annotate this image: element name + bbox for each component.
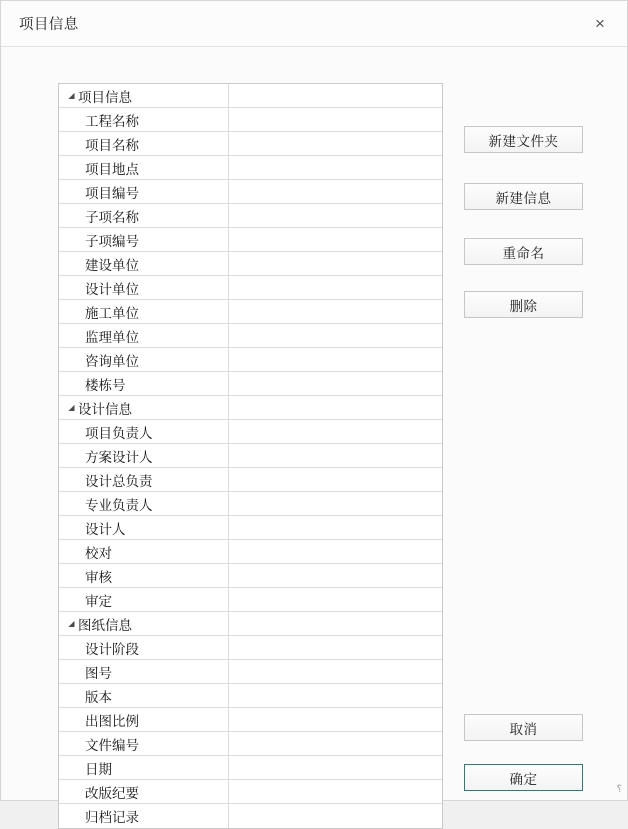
tree-item-label-cell [59, 516, 229, 539]
tree-item-value-cell[interactable] [229, 156, 442, 179]
tree-item-label-cell [59, 228, 229, 251]
tree-item-row[interactable] [59, 228, 442, 252]
tree-item-label: 专业负责人 [85, 497, 153, 513]
tree-item-row[interactable] [59, 276, 442, 300]
tree-item-label: 设计总负责 [85, 473, 153, 489]
tree-item-label-cell [59, 420, 229, 443]
tree-item-value-cell[interactable] [229, 756, 442, 779]
dialog-body [1, 47, 627, 825]
tree-item-label: 日期 [85, 761, 112, 777]
tree-item-label: 设计阶段 [85, 641, 139, 657]
tree-item-row[interactable] [59, 804, 442, 828]
tree-item-row[interactable] [59, 420, 442, 444]
tree-item-label-cell [59, 156, 229, 179]
tree-group-label-cell [59, 612, 229, 635]
tree-item-value-cell[interactable] [229, 636, 442, 659]
tree-group-row[interactable] [59, 612, 442, 636]
tree-item-label-cell [59, 660, 229, 683]
tree-item-label-cell [59, 348, 229, 371]
tree-item-row[interactable] [59, 180, 442, 204]
tree-item-row[interactable] [59, 348, 442, 372]
tree-item-value-cell[interactable] [229, 708, 442, 731]
close-icon[interactable]: × [595, 14, 605, 33]
tree-group-row[interactable] [59, 396, 442, 420]
new-folder-button[interactable]: 新建文件夹 [464, 126, 583, 153]
tree-item-label: 咨询单位 [85, 353, 139, 369]
tree-item-value-cell[interactable] [229, 420, 442, 443]
tree-item-label: 设计单位 [85, 281, 139, 297]
tree-item-row[interactable] [59, 324, 442, 348]
tree-item-label: 设计人 [85, 521, 126, 537]
tree-group-value-cell[interactable] [229, 396, 442, 419]
tree-item-label-cell [59, 732, 229, 755]
tree-item-label: 楼栋号 [85, 377, 126, 393]
tree-item-label-cell [59, 564, 229, 587]
tree-group-value-cell[interactable] [229, 84, 442, 107]
tree-item-value-cell[interactable] [229, 780, 442, 803]
tree-item-row[interactable] [59, 372, 442, 396]
tree-item-row[interactable] [59, 564, 442, 588]
tree-item-row[interactable] [59, 204, 442, 228]
tree-item-value-cell[interactable] [229, 132, 442, 155]
tree-item-row[interactable] [59, 756, 442, 780]
tree-item-label: 项目负责人 [85, 425, 153, 441]
tree-item-label: 图号 [85, 665, 112, 681]
tree-item-row[interactable] [59, 516, 442, 540]
tree-group-label-cell [59, 396, 229, 419]
cancel-button[interactable]: 取消 [464, 714, 583, 741]
resize-grip-icon[interactable]: ⸮ [616, 784, 622, 795]
rename-button[interactable]: 重命名 [464, 238, 583, 265]
tree-item-value-cell[interactable] [229, 684, 442, 707]
tree-item-label-cell [59, 204, 229, 227]
tree-item-label-cell [59, 540, 229, 563]
tree-item-label: 建设单位 [85, 257, 139, 273]
tree-item-value-cell[interactable] [229, 204, 442, 227]
tree-item-label: 改版纪要 [85, 785, 139, 801]
expander-triangle-icon[interactable]: ◢ [68, 402, 75, 412]
tree-item-value-cell[interactable] [229, 468, 442, 491]
tree-item-value-cell[interactable] [229, 492, 442, 515]
tree-item-label-cell [59, 324, 229, 347]
tree-item-row[interactable] [59, 444, 442, 468]
tree-group-value-cell[interactable] [229, 612, 442, 635]
tree-item-value-cell[interactable] [229, 372, 442, 395]
tree-item-label-cell [59, 804, 229, 828]
tree-group-label: 项目信息 [78, 89, 132, 105]
tree-item-label-cell [59, 132, 229, 155]
tree-item-label: 审核 [85, 569, 112, 585]
tree-item-row[interactable] [59, 492, 442, 516]
tree-item-value-cell[interactable] [229, 516, 442, 539]
tree-item-label-cell [59, 300, 229, 323]
new-info-button[interactable]: 新建信息 [464, 183, 583, 210]
tree-item-value-cell[interactable] [229, 660, 442, 683]
expander-triangle-icon[interactable]: ◢ [68, 90, 75, 100]
tree-item-label: 项目编号 [85, 185, 139, 201]
tree-item-label-cell [59, 444, 229, 467]
dialog-titlebar [1, 1, 627, 47]
tree-item-label: 版本 [85, 689, 112, 705]
tree-item-label-cell [59, 276, 229, 299]
tree-item-row[interactable] [59, 732, 442, 756]
tree-item-row[interactable] [59, 300, 442, 324]
tree-item-row[interactable] [59, 684, 442, 708]
tree-item-label: 方案设计人 [85, 449, 153, 465]
page-title: 项目信息 [19, 17, 79, 33]
tree-item-value-cell[interactable] [229, 252, 442, 275]
tree-item-row[interactable] [59, 636, 442, 660]
tree-item-label-cell [59, 684, 229, 707]
tree-item-label-cell [59, 708, 229, 731]
tree-item-label: 归档记录 [85, 810, 139, 825]
tree-item-value-cell[interactable] [229, 276, 442, 299]
tree-item-label: 审定 [85, 593, 112, 609]
tree-item-value-cell[interactable] [229, 804, 442, 828]
tree-item-row[interactable] [59, 660, 442, 684]
project-info-tree-grid[interactable] [58, 83, 443, 829]
tree-item-label-cell [59, 180, 229, 203]
tree-group-label-cell [59, 84, 229, 107]
tree-item-row[interactable] [59, 156, 442, 180]
tree-item-label-cell [59, 492, 229, 515]
tree-item-value-cell[interactable] [229, 444, 442, 467]
tree-item-value-cell[interactable] [229, 564, 442, 587]
tree-item-label: 工程名称 [85, 113, 139, 129]
tree-item-value-cell[interactable] [229, 540, 442, 563]
tree-item-label-cell [59, 756, 229, 779]
tree-item-label: 监理单位 [85, 329, 139, 345]
tree-item-row[interactable] [59, 708, 442, 732]
tree-item-value-cell[interactable] [229, 732, 442, 755]
delete-button[interactable]: 删除 [464, 291, 583, 318]
tree-item-label: 子项名称 [85, 209, 139, 225]
expander-triangle-icon[interactable]: ◢ [68, 618, 75, 628]
tree-item-label-cell [59, 588, 229, 611]
tree-item-label: 施工单位 [85, 305, 139, 321]
tree-item-label-cell [59, 636, 229, 659]
tree-item-label: 子项编号 [85, 233, 139, 249]
tree-item-row[interactable] [59, 108, 442, 132]
tree-item-label: 文件编号 [85, 737, 139, 753]
tree-item-row[interactable] [59, 252, 442, 276]
tree-item-value-cell[interactable] [229, 300, 442, 323]
tree-item-label-cell [59, 468, 229, 491]
tree-item-value-cell[interactable] [229, 228, 442, 251]
tree-item-label: 项目地点 [85, 161, 139, 177]
tree-item-value-cell[interactable] [229, 588, 442, 611]
tree-item-value-cell[interactable] [229, 324, 442, 347]
tree-item-label: 出图比例 [85, 713, 139, 729]
tree-item-label-cell [59, 372, 229, 395]
tree-item-row[interactable] [59, 540, 442, 564]
tree-item-value-cell[interactable] [229, 108, 442, 131]
tree-group-label: 设计信息 [78, 401, 132, 417]
tree-group-row[interactable] [59, 84, 442, 108]
tree-item-label-cell [59, 780, 229, 803]
tree-item-row[interactable] [59, 132, 442, 156]
tree-group-label: 图纸信息 [78, 617, 132, 633]
ok-button[interactable]: 确定 [464, 764, 583, 791]
tree-item-value-cell[interactable] [229, 180, 442, 203]
tree-item-label: 项目名称 [85, 137, 139, 153]
tree-item-row[interactable] [59, 468, 442, 492]
tree-item-row[interactable] [59, 780, 442, 804]
tree-item-label: 校对 [85, 545, 112, 561]
tree-item-label-cell [59, 252, 229, 275]
tree-item-row[interactable] [59, 588, 442, 612]
tree-item-value-cell[interactable] [229, 348, 442, 371]
tree-item-label-cell [59, 108, 229, 131]
